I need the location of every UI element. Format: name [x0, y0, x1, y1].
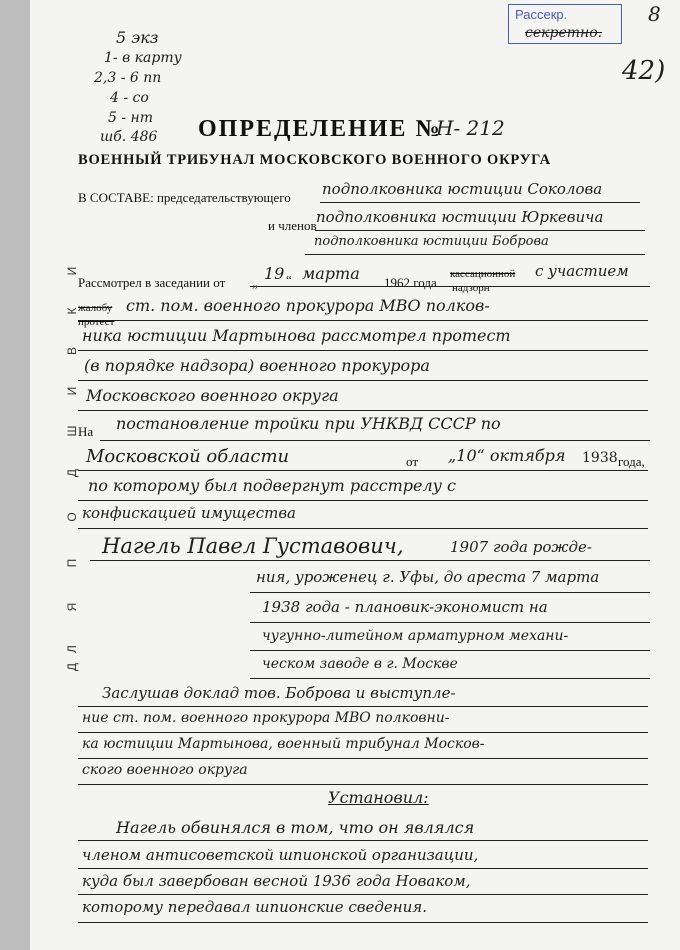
person-detail: 1938 года - плановик-экономист на — [262, 598, 548, 616]
text-line — [78, 894, 648, 895]
supervisory-word: надзорн — [452, 282, 490, 294]
margin-letter: Д — [65, 468, 79, 478]
report-text: ние ст. пом. военного прокурора МВО полковни- — [82, 710, 450, 726]
member-2: подполковника юстиции Боброва — [314, 234, 549, 249]
report-text: ка юстиции Мартынова, военный трибунал Москов- — [82, 736, 485, 752]
strike-complaint: жалобу — [78, 302, 113, 314]
text-line — [78, 380, 648, 381]
member-2-line — [305, 254, 645, 255]
page-number: 8 — [648, 2, 661, 26]
established-text: которому передавал шпионские сведения. — [82, 898, 427, 916]
established-text: куда был завербован весной 1936 года Новаком, — [82, 872, 471, 890]
hearing-line — [250, 286, 650, 287]
copies-line: 5 - нт — [108, 110, 154, 126]
margin-letter: П — [65, 558, 79, 568]
text-line — [78, 784, 648, 785]
person-detail: ческом заводе в г. Москве — [262, 656, 458, 672]
text-line — [250, 650, 650, 651]
text-line — [78, 320, 648, 321]
copies-line: 5 экз — [116, 28, 159, 47]
copies-line: шб. 486 — [100, 129, 158, 145]
person-detail: чугунно-литейном арматурном механи- — [262, 628, 569, 644]
stamp-handwritten: секретно. — [525, 25, 603, 41]
text-line — [78, 350, 648, 351]
person-name: Нагель Павел Густавович, — [102, 534, 404, 558]
chair-line — [320, 202, 640, 203]
margin-letter: В — [65, 347, 79, 356]
text-line — [100, 440, 650, 441]
text-line — [78, 758, 648, 759]
text-line — [78, 470, 648, 471]
strike-cassation: кассационной — [450, 268, 516, 280]
text-line — [78, 922, 648, 923]
margin-letter: О — [65, 512, 79, 522]
with-participation: с участием — [535, 262, 629, 280]
hearing-text: (в порядке надзора) военного прокурора — [84, 356, 430, 375]
decision-text: конфискацией имущества — [82, 504, 296, 522]
strike-protest: протест — [78, 316, 115, 328]
margin-letter: Ш — [65, 425, 79, 437]
hearing-year: 1962 года — [384, 275, 437, 290]
established-text: членом антисоветской шпионской организации, — [82, 846, 479, 864]
text-line — [250, 592, 650, 593]
person-detail: ния, уроженец г. Уфы, до ареста 7 марта — [256, 568, 600, 586]
chair-name: подполковника юстиции Соколова — [322, 180, 603, 198]
copies-line: 1- в карту — [104, 50, 182, 66]
text-line — [78, 868, 648, 869]
hearing-text: ст. пом. военного прокурора МВО полков- — [126, 296, 490, 315]
title-number: Н- 212 — [436, 116, 505, 140]
hearing-month: марта — [302, 264, 360, 283]
margin-letter: Я — [65, 602, 79, 612]
archive-number: 42) — [622, 56, 666, 86]
page-title: ОПРЕДЕЛЕНИЕ № — [198, 116, 442, 142]
copies-line: 2,3 - 6 пп — [94, 70, 162, 86]
report-text: Заслушав доклад тов. Боброва и выступле- — [102, 684, 456, 702]
margin-letter: К — [65, 307, 79, 315]
text-line — [78, 840, 648, 841]
hearing-text: ника юстиции Мартынова рассмотрел протест — [82, 326, 511, 345]
text-line — [78, 500, 648, 501]
copies-line: 4 - со — [110, 90, 149, 106]
members-label: и членов — [268, 218, 317, 233]
from-label: от — [406, 454, 419, 469]
stamp-label: Рассекр. — [515, 7, 568, 22]
date-quote-close: “ — [286, 272, 292, 287]
text-line — [90, 560, 650, 561]
text-line — [78, 706, 648, 707]
text-line — [250, 622, 650, 623]
established-text: Нагель обвинялся в том, что он являлся — [116, 818, 475, 837]
date-quote-open: „ — [252, 275, 258, 290]
hearing-day: 19 — [264, 264, 285, 283]
margin-letter: Д — [65, 662, 79, 672]
member-1: подполковника юстиции Юркевича — [316, 208, 604, 226]
member-1-line — [315, 230, 645, 231]
decision-text: по которому был подвергнут расстрелу с — [88, 476, 456, 495]
on-label: На — [78, 424, 94, 439]
decision-year-suffix: года, — [618, 454, 645, 469]
person-detail: 1907 года рожде- — [450, 538, 592, 556]
decision-text: постановление тройки при УНКВД СССР по — [116, 414, 501, 433]
margin-letter: И — [65, 386, 79, 396]
text-line — [78, 410, 648, 411]
margin-letter: И — [65, 266, 79, 276]
decision-date: „10“ октября — [448, 446, 566, 465]
declassified-stamp — [508, 4, 622, 44]
text-line — [78, 528, 648, 529]
hearing-text: Московского военного округа — [86, 386, 339, 405]
margin-letter: Л — [65, 645, 79, 653]
established-label: Установил: — [328, 788, 429, 807]
composition-label: В СОСТАВЕ: председательствующего — [78, 190, 291, 205]
page-subtitle: ВОЕННЫЙ ТРИБУНАЛ МОСКОВСКОГО ВОЕННОГО ОКРУГА — [78, 152, 551, 168]
report-text: ского военного округа — [82, 762, 248, 778]
hearing-label: Рассмотрел в заседании от — [78, 275, 226, 290]
text-line — [78, 732, 648, 733]
text-line — [250, 678, 650, 679]
document-page — [30, 0, 680, 950]
decision-year: 1938 — [582, 450, 618, 466]
decision-region: Московской области — [86, 446, 290, 467]
